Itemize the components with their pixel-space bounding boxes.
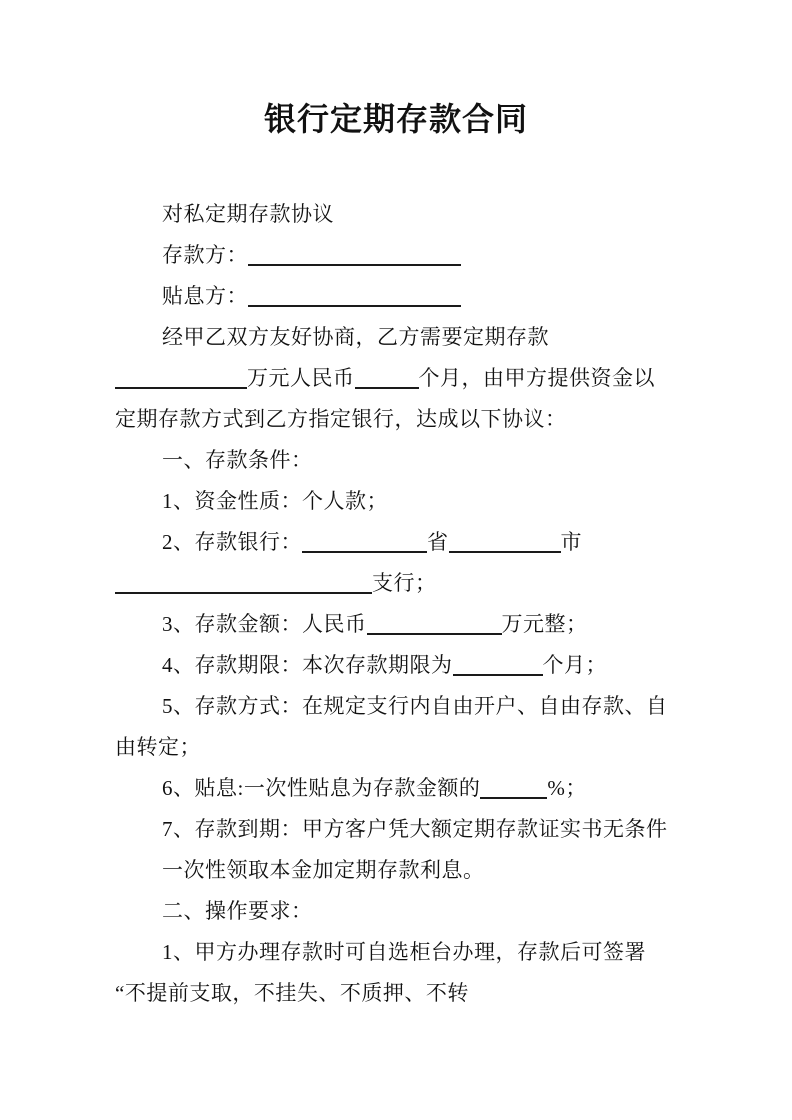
line-text: 3、存款金额：人民币 <box>162 612 367 636</box>
document-line <box>115 727 677 768</box>
document-line <box>115 399 677 440</box>
line-text: 由转定； <box>115 735 201 759</box>
line-text: 对私定期存款协议 <box>162 202 334 226</box>
document-line <box>115 440 677 481</box>
line-text: “不提前支取，不挂失、不质押、不转 <box>115 981 469 1005</box>
document-line <box>115 317 677 358</box>
document-line <box>115 276 677 317</box>
fill-in-blank <box>248 243 461 266</box>
line-text: 贴息方： <box>162 284 248 308</box>
line-text: %； <box>547 776 587 800</box>
document-line <box>115 850 677 891</box>
line-text: 2、存款银行： <box>162 530 302 554</box>
line-text: 存款方： <box>162 243 248 267</box>
document-line <box>115 235 677 276</box>
fill-in-blank <box>302 530 427 553</box>
line-text: 万元整； <box>501 612 588 636</box>
line-text: 6、贴息:一次性贴息为存款金额的 <box>162 776 481 800</box>
document-line <box>115 973 677 1014</box>
line-text: 一次性领取本金加定期存款利息。 <box>162 858 485 882</box>
fill-in-blank <box>367 612 502 635</box>
document-line <box>115 358 677 399</box>
document-line <box>115 645 677 686</box>
document-line <box>115 932 677 973</box>
line-text: 5、存款方式：在规定支行内自由开户、自由存款、自 <box>162 694 668 718</box>
document-line <box>115 891 677 932</box>
fill-in-blank <box>355 366 419 389</box>
line-text: 1、资金性质：个人款； <box>162 489 388 513</box>
line-text: 二、操作要求： <box>162 899 313 923</box>
document-line <box>115 481 677 522</box>
fill-in-blank <box>480 776 547 799</box>
line-text: 个月，由甲方提供资金以 <box>418 366 655 390</box>
line-text: 定期存款方式到乙方指定银行，达成以下协议： <box>115 407 567 431</box>
document-line <box>115 809 677 850</box>
line-text: 1、甲方办理存款时可自选柜台办理，存款后可签署 <box>162 940 646 964</box>
document-line <box>115 522 677 563</box>
line-text: 个月； <box>542 653 607 677</box>
fill-in-blank <box>449 530 561 553</box>
line-text: 一、存款条件： <box>162 448 313 472</box>
fill-in-blank <box>115 366 247 389</box>
document-line <box>115 194 677 235</box>
line-text: 省 <box>427 530 449 554</box>
line-text: 市 <box>560 530 582 554</box>
fill-in-blank <box>453 653 543 676</box>
document-line <box>115 768 677 809</box>
document-line <box>115 563 677 604</box>
document-title: 银行定期存款合同 <box>263 101 528 137</box>
line-text: 4、存款期限：本次存款期限为 <box>162 653 453 677</box>
line-text: 7、存款到期：甲方客户凭大额定期存款证实书无条件 <box>162 817 668 841</box>
document-line <box>115 686 677 727</box>
fill-in-blank <box>248 284 461 307</box>
line-text: 经甲乙双方友好协商，乙方需要定期存款 <box>162 325 549 349</box>
document-body <box>115 194 677 1014</box>
fill-in-blank <box>115 571 372 594</box>
line-text: 万元人民币 <box>247 366 355 390</box>
line-text: 支行； <box>372 571 437 595</box>
document-line <box>115 604 677 645</box>
